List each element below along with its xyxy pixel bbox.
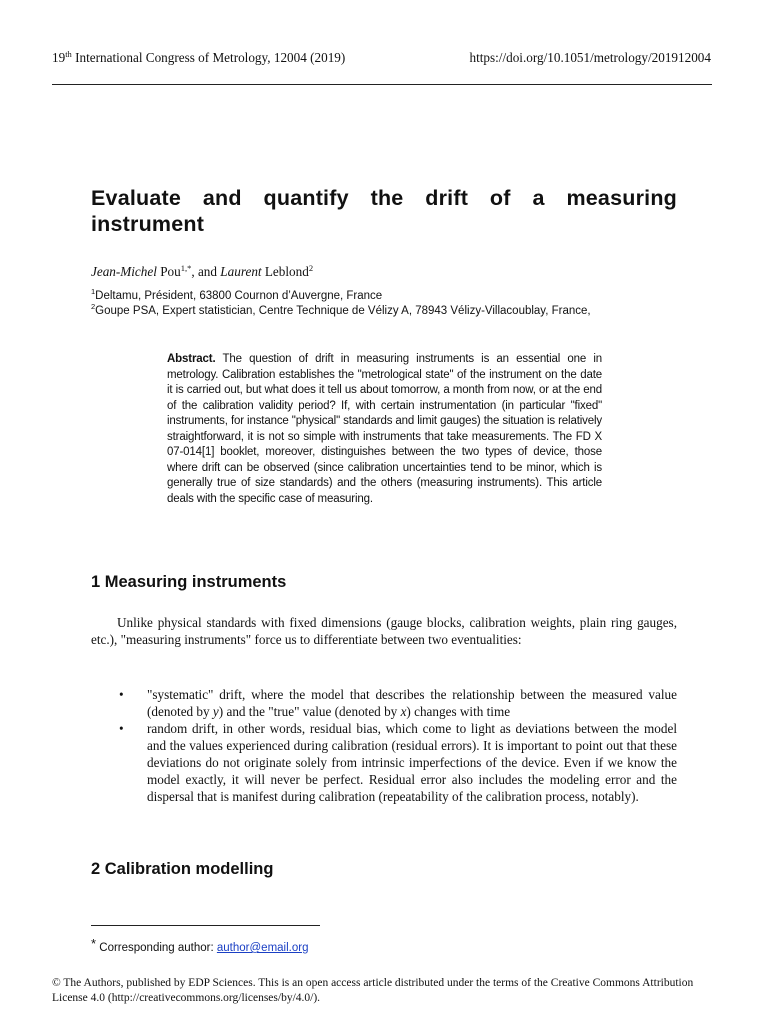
abstract [167,352,602,507]
authors-and: , and [191,264,221,279]
section-1-heading: 1 Measuring instruments [91,573,287,591]
author-list [91,264,313,280]
bullet-1-text-b: ) and the "true" value (denoted by [218,704,401,719]
bullet-icon: • [119,721,124,736]
bullet-1-var-y: y [212,704,219,719]
running-header-congress [52,50,345,66]
abstract-text: The question of drift in measuring instruments is an essential one in metrology. Calibration establishes the "metrological state" of the instrument on the date it is carried out, but what does it tell us about tomorrow, a month from now, or at the end of the calibration validity period? If, with certain instrumentation (in particular "fixed" instruments, for instance "physical" standards and limit gauges) the situation is relatively straightforward, it is not so simple with instruments that take measurements. The FD X 07-014[1] booklet, moreover, distinguishes between the two types of device, those where drift can be observed (since calibration uncertainties tend to be minor, which is generally true of size standards) and the others (measuring instruments). This article deals with the specific case of measuring. [167,353,602,505]
author1-last: Pou [156,264,181,279]
author2-last: Leblond [261,264,309,279]
drift-bullet-list [91,686,677,805]
bullet-1-var-x: x [400,704,407,719]
section-1-paragraph: Unlike physical standards with fixed dimensions (gauge blocks, calibration weights, plain ring gauges, etc.), "measuring instruments" force us to differentiate between two eventualities: [91,615,677,647]
congress-number: 19 [52,50,66,65]
affiliation-2-text: Goupe PSA, Expert statistician, Centre Technique de Vélizy A, 78943 Vélizy-Villacoublay, France, [95,305,591,317]
section-2-heading: 2 Calibration modelling [91,860,274,878]
affiliation-1 [91,287,383,302]
header-divider [52,84,712,85]
bullet-1-text-a: "systematic" drift, where the model that describes the relationship between the measured value (denoted by [147,687,677,719]
author-email-link[interactable]: author@email.org [216,942,309,954]
congress-text: International Congress of Metrology, 12004 (2019) [71,50,346,65]
footnote-star: * [91,936,97,951]
affiliation-1-text: Deltamu, Président, 63800 Cournon d’Auvergne, France [95,290,383,302]
affiliation-2-sup: 2 [91,302,96,311]
bullet-2-text: random drift, in other words, residual bias, which come to light as deviations between the model and the values experienced during calibration (residual errors). It is important to point out that these deviations do not originate solely from intrinsic imperfections of the device. Even if we know the model exactly, it will never be perfect. Residual error also includes the modeling error and the dispersal that is manifest during calibration (repeatability of the calibration process, notably). [147,721,677,804]
footnote [91,936,308,954]
list-item [91,686,677,720]
bullet-icon: • [119,687,124,702]
author2-sup: 2 [308,263,314,273]
license-footer: © The Authors, published by EDP Sciences. This is an open access article distributed under the terms of the Creative Commons Attribution License 4.0 (http://creativecommons.org/licenses/by/4.0/). [52,977,694,1004]
affiliation-2 [91,302,591,317]
author1-sup: 1,* [180,263,192,273]
list-item [91,720,677,805]
running-header-doi[interactable]: https://doi.org/10.1051/metrology/201912004 [469,50,711,65]
author2-first: Laurent [220,264,262,279]
author1-first: Jean-Michel [91,264,157,279]
congress-ordinal: th [65,49,72,59]
bullet-1-text-c: ) changes with time [406,704,511,719]
footnote-divider [91,925,320,926]
footnote-label: Corresponding author: [96,942,217,954]
affiliation-1-sup: 1 [91,287,96,296]
paper-title: Evaluate and quantify the drift of a measuring instrument [91,186,677,236]
abstract-label: Abstract. [167,353,216,365]
